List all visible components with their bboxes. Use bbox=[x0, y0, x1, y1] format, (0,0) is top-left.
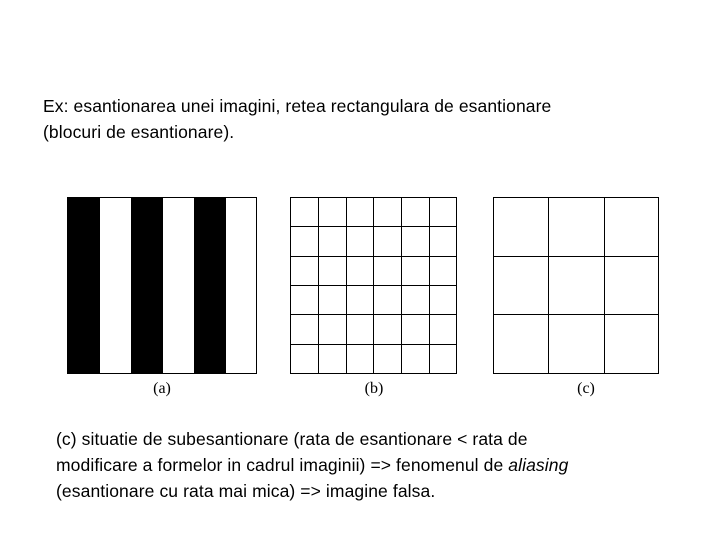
intro-line-2: (blocuri de esantionare). bbox=[43, 122, 235, 142]
coarse-grid-svg bbox=[493, 197, 659, 374]
black-stripe bbox=[68, 198, 100, 373]
fine-grid-svg bbox=[290, 197, 457, 374]
figure-panel-c-coarse-grid bbox=[493, 197, 659, 374]
caption-a: (a) bbox=[153, 380, 171, 397]
explanation-line-2-prefix: modificare a formelor in cadrul imaginii) => fenomenul de bbox=[56, 455, 509, 475]
black-stripe bbox=[194, 198, 226, 373]
explanation-line-1: (c) situatie de subesantionare (rata de esantionare < rata de bbox=[56, 429, 528, 449]
black-stripe bbox=[131, 198, 163, 373]
explanation-line-2 bbox=[56, 452, 686, 478]
caption-c: (c) bbox=[577, 380, 595, 397]
explanation-text bbox=[56, 426, 686, 504]
aliasing-term: aliasing bbox=[508, 455, 569, 475]
figure-panel-b-fine-grid bbox=[290, 197, 457, 374]
caption-b: (b) bbox=[364, 380, 384, 397]
intro-line-1: Ex: esantionarea unei imagini, retea rectangulara de esantionare bbox=[43, 96, 552, 116]
intro-text bbox=[43, 93, 683, 145]
figure-panel-a-stripes bbox=[67, 197, 257, 374]
explanation-line-3: (esantionare cu rata mai mica) => imagine falsa. bbox=[56, 481, 436, 501]
